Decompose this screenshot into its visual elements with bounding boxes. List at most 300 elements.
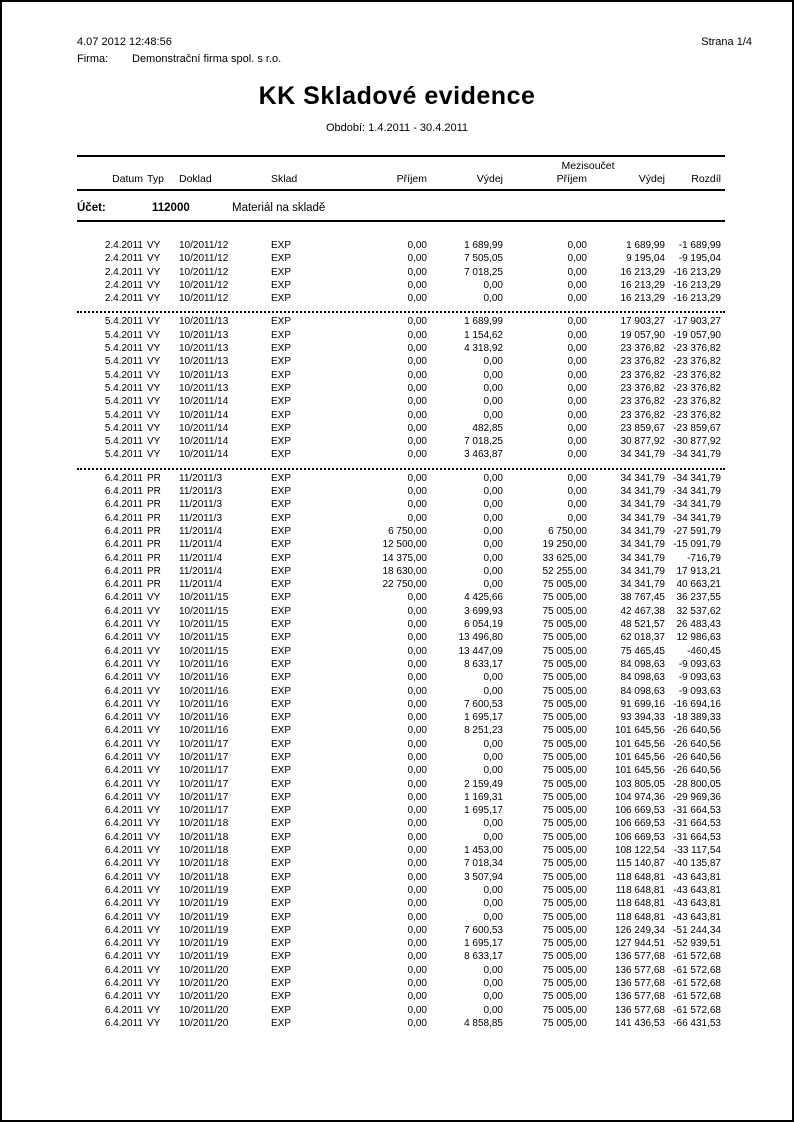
table-cell: 115 140,87 (615, 858, 665, 870)
table-cell: VY (147, 991, 161, 1003)
table-cell: VY (147, 924, 161, 936)
table-cell: 6.4.2011 (104, 539, 143, 551)
table-cell: VY (147, 964, 161, 976)
table-cell: 136 577,68 (614, 1004, 665, 1016)
table-cell: VY (147, 685, 161, 697)
table-cell: EXP (271, 605, 292, 617)
table-cell: 40 663,21 (676, 579, 721, 591)
table-cell: 10/2011/12 (179, 240, 229, 251)
table-cell: 1 695,17 (464, 712, 503, 724)
company-label: Firma: (77, 53, 109, 65)
table-cell: -31 664,53 (673, 818, 721, 830)
table-cell: -16 213,29 (673, 293, 721, 305)
table-row (77, 1004, 725, 1017)
table-cell: EXP (271, 356, 292, 368)
table-cell: 75 005,00 (542, 805, 587, 817)
table-row (77, 950, 725, 963)
table-cell: 3 699,93 (464, 605, 503, 617)
table-cell: 7 600,53 (464, 698, 503, 710)
table-cell: -460,45 (687, 645, 721, 657)
table-cell: 6.4.2011 (104, 672, 143, 684)
table-cell: -27 591,79 (673, 525, 721, 537)
table-cell: 34 341,79 (620, 565, 665, 577)
table-cell: -15 091,79 (673, 539, 721, 551)
table-cell: 10/2011/15 (179, 619, 229, 631)
table-cell: EXP (271, 672, 292, 684)
table-cell: 6.4.2011 (104, 858, 143, 870)
table-cell: 23 376,82 (620, 356, 665, 368)
table-cell: -16 213,29 (673, 266, 721, 278)
table-cell: -26 640,56 (673, 751, 721, 763)
table-cell: 0,00 (483, 512, 503, 524)
table-cell: 6.4.2011 (104, 991, 143, 1003)
table-cell: EXP (271, 293, 292, 305)
table-cell: EXP (271, 552, 292, 564)
table-cell: EXP (271, 525, 292, 537)
table-row (77, 565, 725, 578)
table-cell: -34 341,79 (673, 472, 721, 484)
table-cell: 26 483,43 (676, 619, 721, 631)
table-cell: 0,00 (407, 884, 427, 896)
table-cell: -30 877,92 (673, 436, 721, 448)
table-cell: 23 376,82 (620, 343, 665, 355)
table-cell: 0,00 (567, 253, 587, 265)
table-cell: -23 376,82 (673, 382, 721, 394)
table-cell: EXP (271, 512, 292, 524)
table-cell: VY (147, 911, 161, 923)
table-row (77, 711, 725, 724)
table-cell: 10/2011/16 (179, 672, 229, 684)
table-cell: 10/2011/15 (179, 645, 229, 657)
table-row (77, 817, 725, 830)
table-row (77, 964, 725, 977)
table-cell: 75 005,00 (542, 991, 587, 1003)
table-cell: 0,00 (483, 1004, 503, 1016)
table-cell: 10/2011/13 (179, 369, 229, 381)
table-cell: 84 098,63 (620, 658, 665, 670)
table-cell: 6.4.2011 (104, 765, 143, 777)
table-row (77, 924, 725, 937)
table-cell: EXP (271, 831, 292, 843)
table-cell: 5.4.2011 (104, 356, 143, 368)
table-cell: 6.4.2011 (104, 924, 143, 936)
table-cell: 118 648,81 (615, 871, 665, 883)
table-cell: 6.4.2011 (104, 911, 143, 923)
table-cell: 0,00 (407, 645, 427, 657)
table-cell: 7 018,25 (464, 436, 503, 448)
table-cell: 10/2011/13 (179, 343, 229, 355)
table-cell: 6.4.2011 (104, 845, 143, 857)
table-cell: EXP (271, 712, 292, 724)
table-cell: 5.4.2011 (104, 409, 143, 421)
table-cell: 10/2011/14 (179, 409, 229, 421)
table-cell: 75 005,00 (542, 871, 587, 883)
table-cell: 106 669,53 (614, 805, 665, 817)
table-cell: 75 005,00 (542, 938, 587, 950)
table-cell: 10/2011/19 (179, 938, 229, 950)
table-cell: 36 237,55 (676, 592, 721, 604)
table-cell: -43 643,81 (673, 898, 721, 910)
table-cell: 6.4.2011 (104, 685, 143, 697)
table-cell: EXP (271, 565, 292, 577)
table-cell: 0,00 (567, 512, 587, 524)
table-cell: 75 005,00 (542, 778, 587, 790)
table-cell: 16 213,29 (620, 266, 665, 278)
table-cell: -9 093,63 (678, 658, 721, 670)
table-cell: EXP (271, 845, 292, 857)
table-row (77, 844, 725, 857)
report-data-table (77, 239, 725, 1030)
table-cell: 103 805,05 (614, 778, 665, 790)
table-row (77, 591, 725, 604)
table-cell: EXP (271, 409, 292, 421)
table-cell: EXP (271, 685, 292, 697)
table-cell: 0,00 (407, 938, 427, 950)
table-cell: 10/2011/13 (179, 382, 229, 394)
table-cell: VY (147, 765, 161, 777)
table-cell: 34 341,79 (620, 539, 665, 551)
table-cell: 1 154,62 (464, 329, 503, 341)
table-cell: 10/2011/17 (179, 765, 229, 777)
table-row (77, 395, 725, 408)
table-cell: 6.4.2011 (104, 592, 143, 604)
table-cell: 0,00 (483, 579, 503, 591)
table-cell: 10/2011/20 (179, 964, 229, 976)
table-cell: -61 572,68 (673, 978, 721, 990)
table-cell: -43 643,81 (673, 911, 721, 923)
table-row (77, 538, 725, 551)
table-row (77, 498, 725, 511)
table-cell: 0,00 (567, 279, 587, 291)
table-row (77, 804, 725, 817)
table-cell: 0,00 (407, 978, 427, 990)
table-cell: VY (147, 672, 161, 684)
table-cell: EXP (271, 329, 292, 341)
table-cell: 106 669,53 (614, 818, 665, 830)
table-cell: VY (147, 316, 161, 328)
table-cell: VY (147, 871, 161, 883)
table-cell: 18 630,00 (382, 565, 427, 577)
table-row (77, 631, 725, 644)
table-cell: 91 699,16 (620, 698, 665, 710)
table-cell: 6 750,00 (388, 525, 427, 537)
table-cell: 6.4.2011 (104, 831, 143, 843)
table-cell: 2.4.2011 (104, 293, 143, 305)
table-cell: 0,00 (407, 619, 427, 631)
table-cell: 108 122,54 (614, 845, 665, 857)
table-cell: EXP (271, 382, 292, 394)
table-cell: 0,00 (407, 316, 427, 328)
table-cell: 75 005,00 (542, 964, 587, 976)
table-cell: 5.4.2011 (104, 329, 143, 341)
table-cell: 1 689,99 (464, 316, 503, 328)
table-cell: VY (147, 712, 161, 724)
table-cell: 0,00 (567, 422, 587, 434)
table-cell: 4 318,92 (464, 343, 503, 355)
table-row (77, 751, 725, 764)
table-cell: -9 093,63 (678, 672, 721, 684)
table-cell: 0,00 (483, 279, 503, 291)
table-cell: 0,00 (567, 436, 587, 448)
table-row (77, 448, 725, 461)
table-cell: 75 005,00 (542, 858, 587, 870)
table-cell: 75 005,00 (542, 658, 587, 670)
table-row (77, 485, 725, 498)
table-cell: 0,00 (407, 924, 427, 936)
table-cell: 6.4.2011 (104, 818, 143, 830)
table-cell: 33 625,00 (542, 552, 587, 564)
table-row (77, 292, 725, 305)
table-cell: PR (147, 565, 161, 577)
table-cell: EXP (271, 991, 292, 1003)
report-timestamp: 4.07 2012 12:48:56 (77, 36, 172, 48)
table-cell: 6.4.2011 (104, 964, 143, 976)
table-cell: 0,00 (567, 293, 587, 305)
table-cell: 30 877,92 (620, 436, 665, 448)
table-cell: 52 255,00 (542, 565, 587, 577)
table-cell: -34 341,79 (673, 486, 721, 498)
table-row (77, 658, 725, 671)
table-cell: 6.4.2011 (104, 791, 143, 803)
table-cell: VY (147, 778, 161, 790)
table-cell: 136 577,68 (614, 978, 665, 990)
table-cell: -26 640,56 (673, 725, 721, 737)
table-cell: VY (147, 791, 161, 803)
report-title: KK Skladové evidence (258, 82, 536, 110)
table-cell: 16 213,29 (620, 279, 665, 291)
table-cell: -43 643,81 (673, 871, 721, 883)
table-cell: 0,00 (483, 369, 503, 381)
table-cell: VY (147, 266, 161, 278)
column-header-sklad: Sklad (271, 172, 355, 190)
table-cell: 10/2011/15 (179, 632, 229, 644)
table-cell: 0,00 (407, 725, 427, 737)
table-cell: 75 005,00 (542, 605, 587, 617)
table-cell: EXP (271, 539, 292, 551)
table-cell: -40 135,87 (673, 858, 721, 870)
table-cell: 8 251,23 (464, 725, 503, 737)
table-row (77, 252, 725, 265)
table-cell: 6.4.2011 (104, 978, 143, 990)
table-cell: 11/2011/4 (179, 565, 223, 577)
table-row (77, 738, 725, 751)
table-cell: EXP (271, 486, 292, 498)
table-cell: 75 005,00 (542, 632, 587, 644)
table-cell: 0,00 (407, 279, 427, 291)
table-cell: EXP (271, 449, 292, 461)
table-cell: 6.4.2011 (104, 658, 143, 670)
table-cell: 6.4.2011 (104, 605, 143, 617)
table-cell: 42 467,38 (620, 605, 665, 617)
table-row (77, 937, 725, 950)
table-cell: EXP (271, 938, 292, 950)
table-cell: 0,00 (407, 751, 427, 763)
table-cell: 5.4.2011 (104, 436, 143, 448)
table-cell: 6.4.2011 (104, 898, 143, 910)
table-cell: 6.4.2011 (104, 805, 143, 817)
table-row (77, 645, 725, 658)
table-cell: 0,00 (407, 685, 427, 697)
table-cell: 12 500,00 (382, 539, 427, 551)
table-cell: 75 005,00 (542, 619, 587, 631)
table-cell: 6 750,00 (548, 525, 587, 537)
table-cell: 7 505,05 (464, 253, 503, 265)
table-cell: -61 572,68 (673, 991, 721, 1003)
table-cell: 106 669,53 (614, 831, 665, 843)
table-cell: VY (147, 845, 161, 857)
table-cell: 19 250,00 (542, 539, 587, 551)
table-cell: 0,00 (483, 685, 503, 697)
table-cell: 0,00 (407, 293, 427, 305)
table-cell: VY (147, 645, 161, 657)
account-number: 112000 (152, 202, 190, 214)
column-header-doklad: Doklad (179, 172, 271, 190)
table-cell: 11/2011/4 (179, 525, 223, 537)
table-cell: EXP (271, 316, 292, 328)
table-cell: 0,00 (407, 356, 427, 368)
table-cell: VY (147, 343, 161, 355)
table-cell: 0,00 (483, 911, 503, 923)
table-cell: 0,00 (407, 951, 427, 963)
table-cell: 34 341,79 (620, 472, 665, 484)
table-cell: 10/2011/18 (179, 831, 229, 843)
table-cell: -43 643,81 (673, 884, 721, 896)
table-cell: 23 376,82 (620, 382, 665, 394)
table-cell: VY (147, 605, 161, 617)
table-cell: 5.4.2011 (104, 422, 143, 434)
table-cell: VY (147, 329, 161, 341)
table-cell: 75 005,00 (542, 884, 587, 896)
table-row (77, 435, 725, 448)
table-cell: EXP (271, 765, 292, 777)
table-cell: 6.4.2011 (104, 871, 143, 883)
table-cell: 11/2011/3 (179, 499, 223, 511)
table-cell: 0,00 (483, 396, 503, 408)
table-row (77, 724, 725, 737)
table-cell: 34 341,79 (620, 449, 665, 461)
table-cell: 0,00 (407, 765, 427, 777)
table-cell: 0,00 (483, 472, 503, 484)
table-cell: 0,00 (483, 765, 503, 777)
table-cell: 0,00 (567, 486, 587, 498)
table-cell: EXP (271, 884, 292, 896)
table-cell: 0,00 (407, 898, 427, 910)
table-cell: 75 465,45 (620, 645, 665, 657)
table-cell: EXP (271, 698, 292, 710)
table-cell: 6.4.2011 (104, 1017, 143, 1029)
table-cell: 0,00 (407, 964, 427, 976)
table-cell: -23 859,67 (673, 422, 721, 434)
table-row (77, 897, 725, 910)
table-cell: 0,00 (407, 831, 427, 843)
table-cell: 10/2011/19 (179, 951, 229, 963)
table-cell: 75 005,00 (542, 898, 587, 910)
table-cell: 0,00 (407, 1017, 427, 1029)
table-cell: 0,00 (407, 472, 427, 484)
table-cell: 10/2011/20 (179, 991, 229, 1003)
table-cell: 75 005,00 (542, 579, 587, 591)
table-cell: VY (147, 449, 161, 461)
table-cell: -29 969,36 (673, 791, 721, 803)
table-cell: 0,00 (407, 605, 427, 617)
table-cell: 5.4.2011 (104, 369, 143, 381)
table-cell: 6.4.2011 (104, 565, 143, 577)
table-cell: 7 600,53 (464, 924, 503, 936)
table-cell: 0,00 (407, 911, 427, 923)
table-row (77, 1017, 725, 1030)
table-cell: PR (147, 579, 161, 591)
table-cell: 10/2011/18 (179, 845, 229, 857)
table-cell: 0,00 (407, 499, 427, 511)
table-cell: 0,00 (407, 512, 427, 524)
table-cell: 6.4.2011 (104, 512, 143, 524)
table-cell: 34 341,79 (620, 512, 665, 524)
table-cell: 10/2011/14 (179, 449, 229, 461)
table-cell: 0,00 (407, 791, 427, 803)
table-cell: 0,00 (567, 266, 587, 278)
table-cell: 4 858,85 (464, 1017, 503, 1029)
table-cell: 2 159,49 (464, 778, 503, 790)
account-name: Materiál na skladě (232, 202, 326, 214)
table-cell: VY (147, 356, 161, 368)
table-cell: 0,00 (483, 293, 503, 305)
table-cell: EXP (271, 751, 292, 763)
table-cell: EXP (271, 579, 292, 591)
table-cell: 10/2011/16 (179, 685, 229, 697)
table-cell: 0,00 (483, 525, 503, 537)
table-cell: VY (147, 240, 161, 251)
table-cell: -33 117,54 (673, 845, 721, 857)
table-cell: VY (147, 951, 161, 963)
table-cell: 10/2011/17 (179, 738, 229, 750)
table-cell: 5.4.2011 (104, 382, 143, 394)
table-cell: 6.4.2011 (104, 486, 143, 498)
table-cell: 0,00 (407, 845, 427, 857)
table-cell: VY (147, 938, 161, 950)
table-row (77, 329, 725, 342)
table-cell: VY (147, 725, 161, 737)
table-cell: 10/2011/14 (179, 436, 229, 448)
table-cell: 34 341,79 (620, 525, 665, 537)
subtotal-group-row (77, 156, 725, 172)
table-cell: -23 376,82 (673, 343, 721, 355)
table-cell: -61 572,68 (673, 951, 721, 963)
table-cell: EXP (271, 951, 292, 963)
subtotal-group-label: Mezisoučet (507, 156, 669, 172)
table-cell: 75 005,00 (542, 645, 587, 657)
table-cell: 1 695,17 (464, 805, 503, 817)
table-cell: 0,00 (567, 472, 587, 484)
table-row (77, 685, 725, 698)
table-cell: 1 169,31 (464, 791, 503, 803)
table-cell: 136 577,68 (614, 951, 665, 963)
table-cell: 75 005,00 (542, 978, 587, 990)
table-cell: 6.4.2011 (104, 525, 143, 537)
dotted-separator (77, 305, 725, 315)
table-cell: 0,00 (567, 329, 587, 341)
table-cell: EXP (271, 279, 292, 291)
table-cell: 0,00 (483, 565, 503, 577)
table-cell: 1 689,99 (626, 240, 665, 251)
table-cell: VY (147, 253, 161, 265)
table-cell: 2.4.2011 (104, 240, 143, 251)
table-cell: 75 005,00 (542, 685, 587, 697)
table-cell: 10/2011/19 (179, 924, 229, 936)
table-cell: VY (147, 436, 161, 448)
table-cell: 23 859,67 (620, 422, 665, 434)
table-cell: 6.4.2011 (104, 472, 143, 484)
table-cell: PR (147, 499, 161, 511)
